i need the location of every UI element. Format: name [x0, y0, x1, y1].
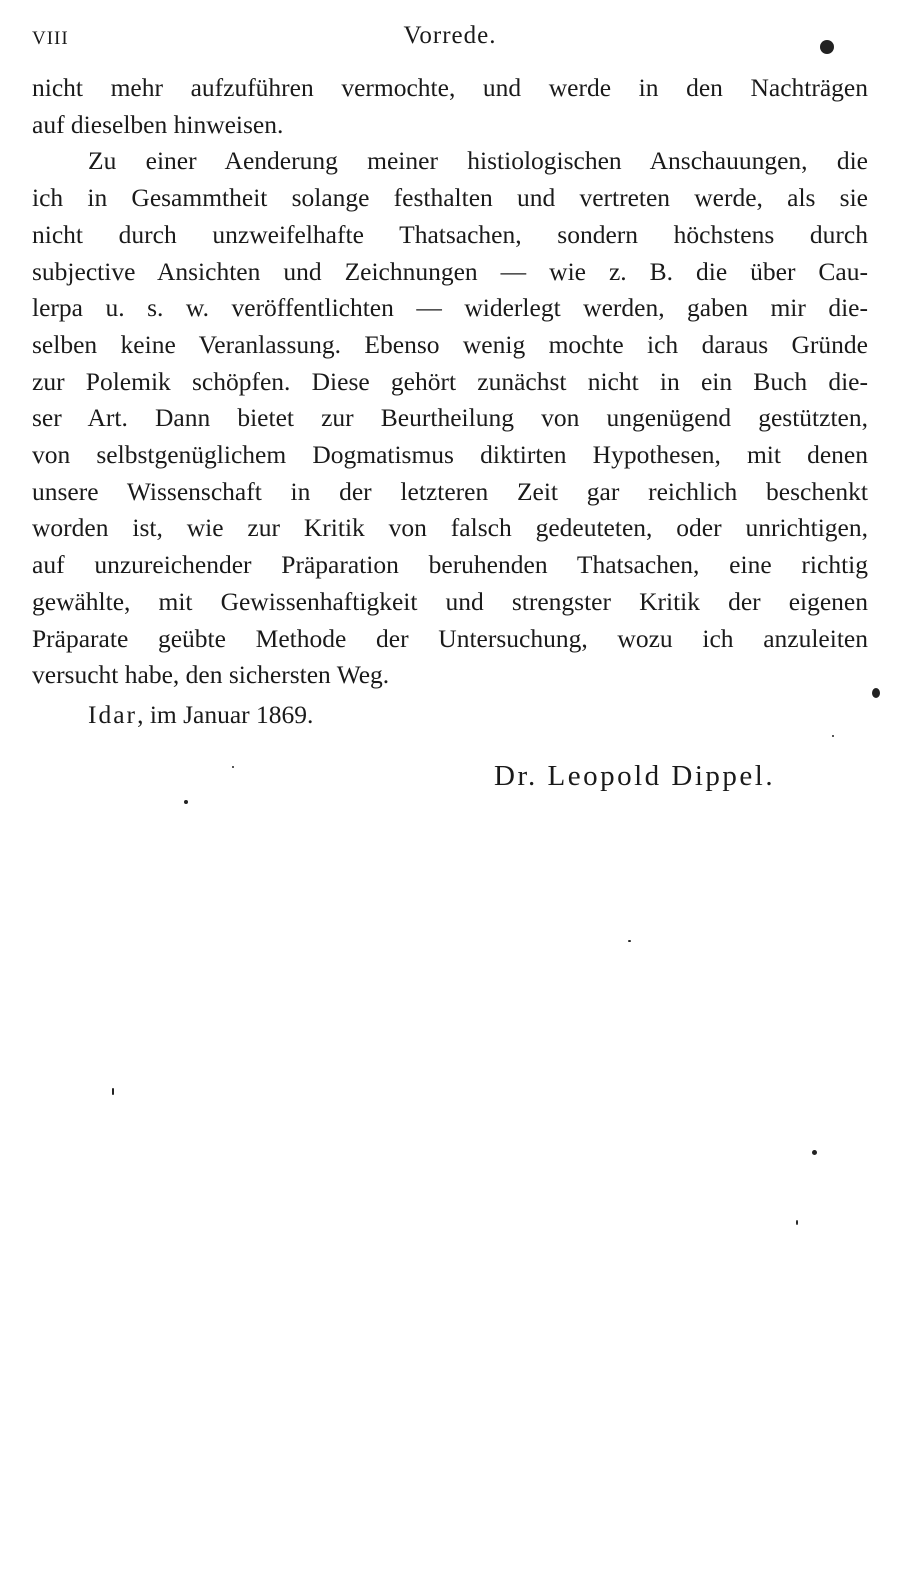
date-text: , im Januar 1869.	[137, 700, 314, 729]
text-line: nicht mehr aufzuführen vermochte, und werde in den Nachträgen	[32, 73, 868, 102]
page-number: VIII	[32, 28, 69, 49]
body-text	[32, 70, 868, 694]
text-line: lerpa u. s. w. veröffentlichten — widerlegt werden, gaben mir die-	[32, 293, 868, 323]
scan-speck	[796, 1220, 798, 1225]
place-name: Idar	[88, 700, 138, 729]
scan-speck	[232, 766, 234, 768]
text-line: nicht durch unzweifelhafte Thatsachen, sondern höchstens durch	[32, 219, 868, 249]
scan-speck	[872, 688, 880, 698]
page-header	[32, 22, 868, 58]
paragraph-continuation	[32, 70, 868, 143]
scan-speck	[812, 1150, 817, 1155]
text-line: unsere Wissenschaft in der letzteren Zeit gar reichlich beschenkt	[32, 476, 868, 506]
text-line: von selbstgenüglichem Dogmatismus diktirten Hypothesen, mit denen	[32, 440, 868, 470]
text-line: subjective Ansichten und Zeichnungen — wie z. B. die über Cau-	[32, 256, 868, 286]
text-line: Präparate geübte Methode der Untersuchung, wozu ich anzuleiten	[32, 623, 868, 653]
text-line: selben keine Veranlassung. Ebenso wenig mochte ich daraus Gründe	[32, 329, 868, 359]
scan-speck	[820, 40, 834, 54]
author-signature: Dr. Leopold Dippel.	[494, 760, 776, 792]
text-line: ich in Gesammtheit solange festhalten und vertreten werde, als sie	[32, 183, 868, 213]
scan-speck	[832, 735, 834, 737]
scan-speck	[112, 1088, 114, 1095]
place-date-line	[88, 700, 313, 730]
text-line: ser Art. Dann bietet zur Beurtheilung von ungenügend gestützten,	[32, 403, 868, 433]
text-line: auf dieselben hinweisen.	[32, 109, 284, 139]
scan-speck	[184, 800, 188, 804]
text-line: Zu einer Aenderung meiner histiologischen Anschauungen, die	[88, 146, 868, 176]
text-line: auf unzureichender Präparation beruhenden Thatsachen, eine richtig	[32, 550, 868, 580]
running-title: Vorrede.	[403, 22, 497, 49]
text-line: worden ist, wie zur Kritik von falsch gedeuteten, oder unrichtigen,	[32, 513, 868, 543]
text-line: zur Polemik schöpfen. Diese gehört zunächst nicht in ein Buch die-	[32, 366, 868, 396]
text-line: versucht habe, den sichersten Weg.	[32, 660, 390, 690]
scan-speck	[628, 940, 631, 942]
paragraph-main	[32, 143, 868, 694]
text-line: gewählte, mit Gewissenhaftigkeit und strengster Kritik der eigenen	[32, 586, 868, 616]
